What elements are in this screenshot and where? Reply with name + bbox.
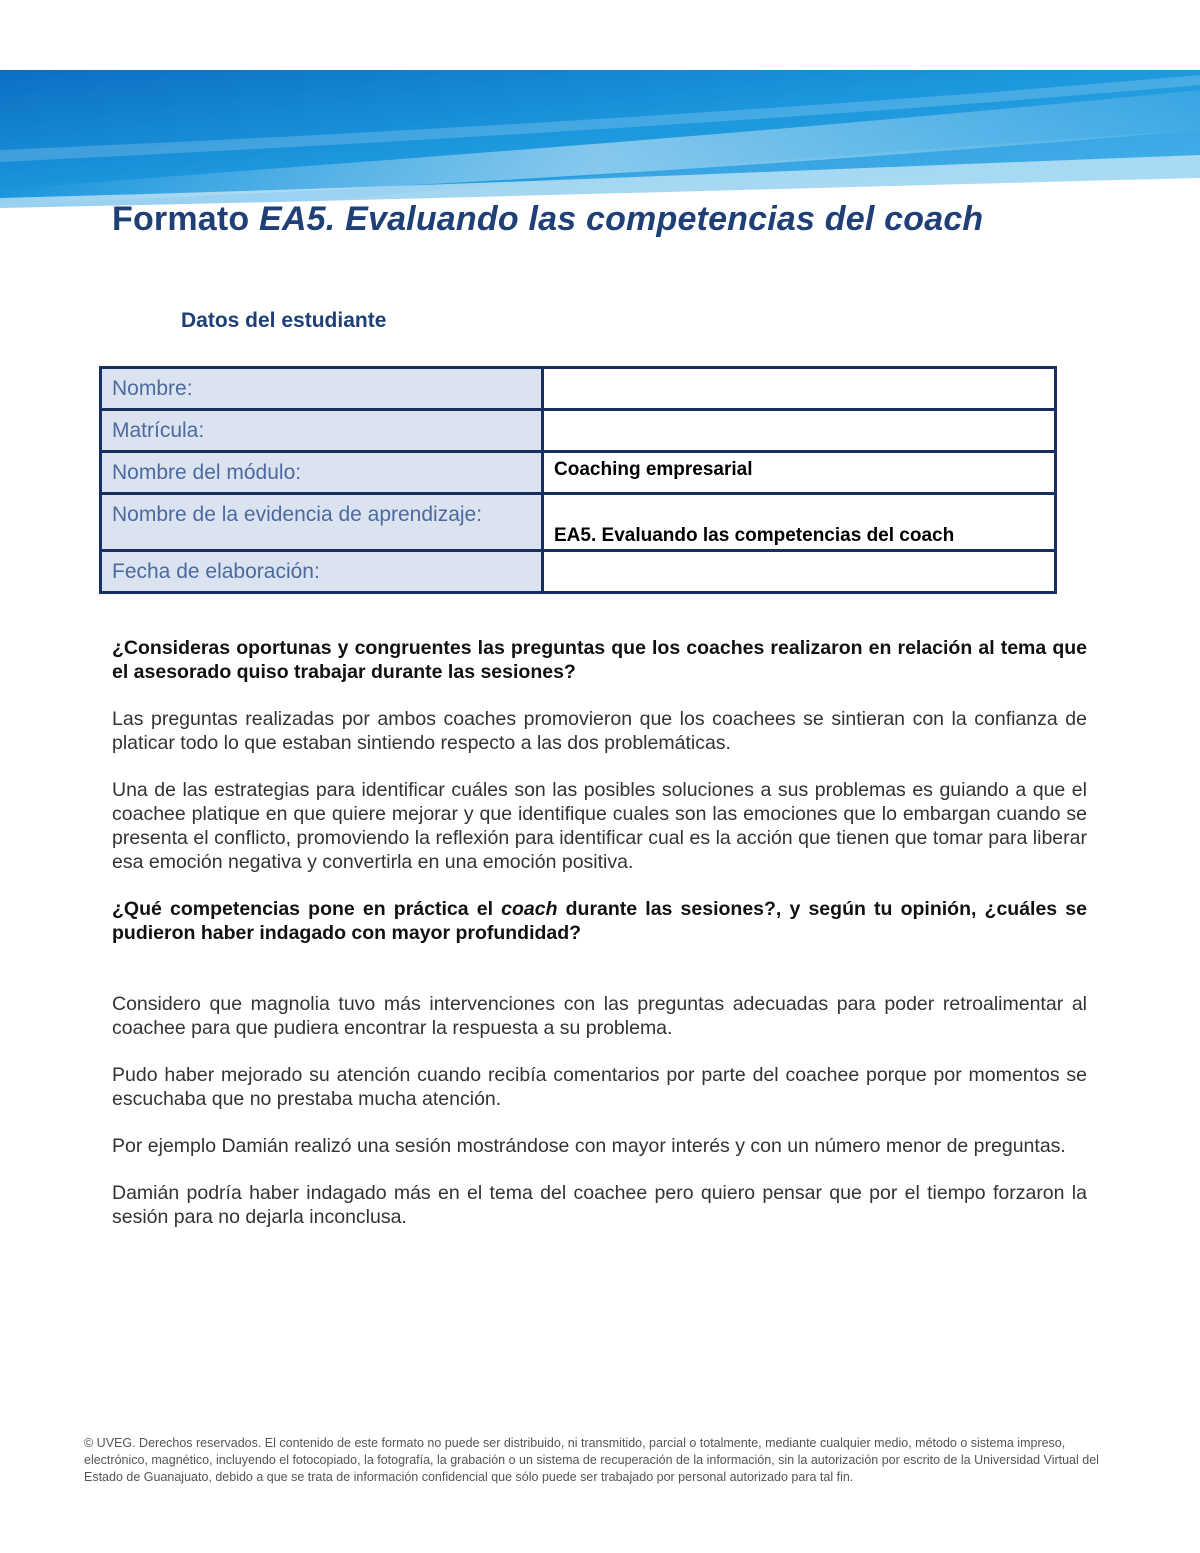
row-value — [543, 368, 1056, 410]
question-2 — [112, 897, 1087, 945]
section-subtitle: Datos del estudiante — [181, 309, 387, 332]
student-data-table — [99, 366, 1057, 594]
header-banner — [0, 70, 1200, 215]
answer-1-paragraph-2: Una de las estrategias para identificar cuáles son las posibles soluciones a sus problemas es guiando a que el coachee platique en que quiere mejorar y que identifique cuales son las emociones que lo embargan cuando se presenta el conflicto, promoviendo la reflexión para identificar cual es la acción que tienen que tomar para liberar esa emoción negativa y convertirla en una emoción positiva. — [112, 779, 1087, 873]
row-value: Coaching empresarial — [543, 452, 1056, 494]
banner-graphic — [0, 70, 1200, 215]
row-label: Nombre del módulo: — [101, 452, 543, 494]
answer-2-paragraph-3: Por ejemplo Damián realizó una sesión mostrándose con mayor interés y con un número menor de preguntas. — [112, 1135, 1066, 1157]
row-label: Fecha de elaboración: — [101, 551, 543, 593]
table-row — [101, 410, 1056, 452]
answer-1-paragraph-1: Las preguntas realizadas por ambos coaches promovieron que los coachees se sintieran con la confianza de platicar todo lo que estaban sintiendo respecto a las dos problemáticas. — [112, 708, 1087, 754]
table-row — [101, 368, 1056, 410]
title-plain: Formato — [112, 200, 260, 238]
row-value — [543, 410, 1056, 452]
question-2-italic: coach — [501, 898, 558, 920]
answer-2-paragraph-2: Pudo haber mejorado su atención cuando recibía comentarios por parte del coachee porque por momentos se escuchaba que no prestaba mucha atención. — [112, 1064, 1087, 1110]
row-label: Nombre de la evidencia de aprendizaje: — [101, 494, 543, 551]
document-title — [112, 200, 983, 239]
table-row — [101, 452, 1056, 494]
row-label: Nombre: — [101, 368, 543, 410]
question-1: ¿Consideras oportunas y congruentes las preguntas que los coaches realizaron en relación al tema que el asesorado quiso trabajar durante las sesiones? — [112, 637, 1087, 683]
row-value: EA5. Evaluando las competencias del coach — [543, 494, 1056, 551]
question-2-part-2: durante las sesiones?, y según tu opinión, ¿cuáles se pudieron haber indagado con mayor profundidad? — [112, 898, 1087, 944]
copyright-footer: © UVEG. Derechos reservados. El contenido de este formato no puede ser distribuido, ni transmitido, parcial o totalmente, mediante cualquier medio, método o sistema impreso, electrónico, magnético, incluyendo el fotocopiado, la fotografía, la grabación o un sistema de recuperación de la información, sin la autorización por escrito de la Universidad Virtual del Estado de Guanajuato, debido a que se trata de información confidencial que sólo puede ser trabajado por personal autorizado para tal fin. — [84, 1436, 1099, 1484]
question-2-part-1: ¿Qué competencias pone en práctica el — [112, 898, 502, 920]
answer-2-paragraph-1: Considero que magnolia tuvo más intervenciones con las preguntas adecuadas para poder retroalimentar al coachee para que pudiera encontrar la respuesta a su problema. — [112, 993, 1087, 1039]
title-italic: EA5. Evaluando las competencias del coach — [259, 200, 984, 238]
answer-2-paragraph-4: Damián podría haber indagado más en el tema del coachee pero quiero pensar que por el tiempo forzaron la sesión para no dejarla inconclusa. — [112, 1182, 1087, 1228]
row-value — [543, 551, 1056, 593]
table-row — [101, 494, 1056, 551]
row-label: Matrícula: — [101, 410, 543, 452]
document-body — [112, 636, 1087, 1229]
table-row — [101, 551, 1056, 593]
